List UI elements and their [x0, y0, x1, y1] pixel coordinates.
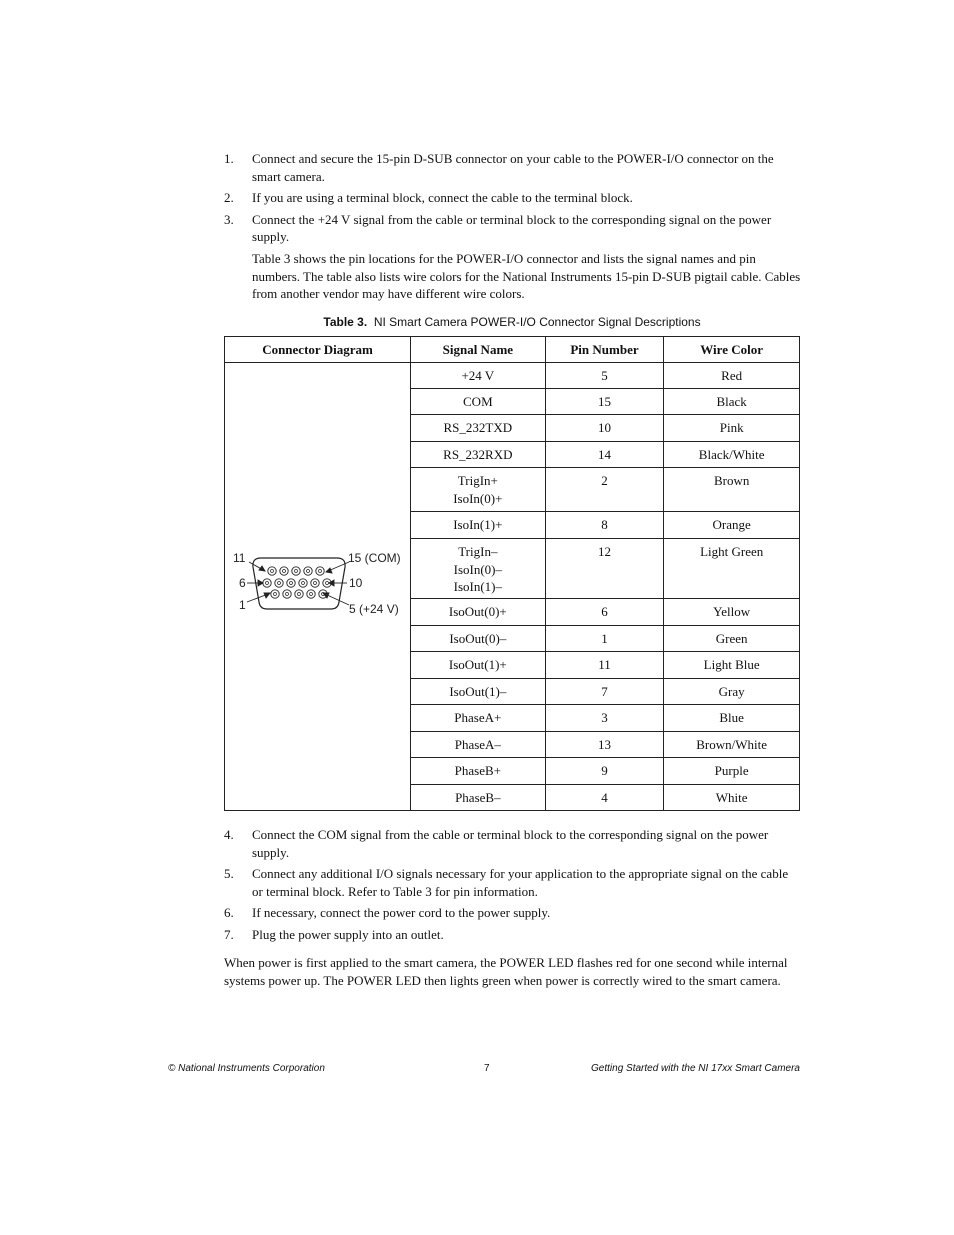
connector-pin — [263, 579, 271, 587]
cell-signal-name: +24 V — [411, 363, 546, 389]
cell-wire-color: Light Green — [664, 539, 800, 599]
cell-signal-name: PhaseB– — [411, 785, 546, 811]
cell-wire-color: Light Blue — [664, 652, 800, 679]
connector-pin-center — [298, 593, 301, 596]
connector-pin-center — [295, 570, 298, 573]
label-pin-5: 5 (+24 V) — [349, 602, 399, 616]
connector-pin-center — [286, 593, 289, 596]
cell-pin-number: 9 — [545, 758, 664, 785]
connector-pin — [292, 567, 300, 575]
step-text: Connect and secure the 15-pin D-SUB connector on your cable to the POWER-I/O connector on the smart camera. — [252, 151, 774, 184]
dsub-connector-diagram — [225, 363, 410, 808]
cell-signal-name: TrigIn– IsoIn(0)– IsoIn(1)– — [411, 539, 546, 599]
connector-pin-center — [290, 582, 293, 585]
connector-pin — [287, 579, 295, 587]
cell-wire-color: Green — [664, 626, 800, 652]
connector-pin-center — [274, 593, 277, 596]
connector-pin-center — [307, 570, 310, 573]
step-3-note: Table 3 shows the pin locations for the POWER-I/O connector and lists the signal names and pin numbers. The table also lists wire colors for the National Instruments 15-pin D-SUB pigtail cable. Cables from another vendor may have different wire colors. — [252, 251, 801, 301]
step-number: 3. — [224, 211, 234, 227]
connector-pin-center — [271, 570, 274, 573]
step-number: 2. — [224, 190, 234, 205]
cell-pin-number: 14 — [545, 442, 664, 468]
connector-pin-center — [302, 582, 305, 585]
connector-pin-center — [310, 593, 313, 596]
table-caption-label: Table 3. — [323, 315, 368, 329]
step-3 — [224, 211, 800, 246]
step-1 — [224, 150, 800, 185]
cell-pin-number: 12 — [545, 539, 664, 599]
cell-pin-number: 11 — [545, 652, 664, 679]
step-text: Plug the power supply into an outlet. — [252, 926, 444, 942]
arrow-1 — [264, 593, 270, 598]
connector-pin — [307, 590, 315, 598]
steps-list-after-table — [224, 826, 800, 947]
cell-signal-name: IsoOut(0)– — [411, 626, 546, 652]
step-7 — [224, 926, 800, 944]
connector-pin — [295, 590, 303, 598]
step-text: Connect the +24 V signal from the cable or terminal block to the corresponding signal on the power supply. — [252, 211, 772, 244]
cell-signal-name: COM — [411, 389, 546, 415]
table-row — [225, 363, 800, 389]
label-pin-6: 6 — [239, 576, 246, 590]
cell-wire-color: Gray — [664, 679, 800, 705]
cell-pin-number: 2 — [545, 468, 664, 512]
connector-pin-center — [319, 570, 322, 573]
cell-signal-name: PhaseA+ — [411, 705, 546, 732]
header-wire-color: Wire Color — [664, 337, 800, 363]
connector-pin-center — [326, 582, 329, 585]
cell-signal-name: RS_232RXD — [411, 442, 546, 468]
label-pin-11: 11 — [233, 551, 246, 565]
step-2 — [224, 189, 800, 207]
connector-pin — [299, 579, 307, 587]
cell-wire-color: Black/White — [664, 442, 800, 468]
step-5 — [224, 865, 800, 900]
step-text: If necessary, connect the power cord to the power supply. — [252, 905, 551, 920]
header-pin-number: Pin Number — [545, 337, 664, 363]
footer-document-title: Getting Started with the NI 17xx Smart Camera — [591, 1063, 800, 1074]
connector-pins — [263, 567, 331, 598]
cell-wire-color: Brown/White — [664, 732, 800, 758]
arrow-15 — [326, 568, 332, 573]
cell-wire-color: Blue — [664, 705, 800, 732]
table-header-row — [225, 337, 800, 363]
connector-pin — [268, 567, 276, 575]
step-text: If you are using a terminal block, connect the cable to the terminal block. — [252, 190, 633, 205]
cell-pin-number: 4 — [545, 785, 664, 811]
connector-pin — [275, 579, 283, 587]
cell-signal-name: PhaseA– — [411, 732, 546, 758]
connector-pin — [316, 567, 324, 575]
connector-pin-center — [283, 570, 286, 573]
cell-wire-color: Yellow — [664, 599, 800, 626]
step-text: Connect the COM signal from the cable or terminal block to the corresponding signal on the power supply. — [252, 827, 769, 860]
arrow-11 — [259, 566, 265, 571]
cell-wire-color: Orange — [664, 512, 800, 539]
connector-pin — [283, 590, 291, 598]
cell-pin-number: 8 — [545, 512, 664, 539]
connector-pin — [311, 579, 319, 587]
label-pin-1: 1 — [239, 598, 246, 612]
step-number: 7. — [224, 926, 234, 942]
cell-wire-color: Black — [664, 389, 800, 415]
signal-table — [224, 336, 800, 811]
cell-pin-number: 3 — [545, 705, 664, 732]
closing-paragraph: When power is first applied to the smart camera, the POWER LED flashes red for one second while internal systems power up. The POWER LED then lights green when power is correctly wired to the smart camera. — [224, 955, 788, 988]
step-number: 1. — [224, 151, 234, 166]
leader-line-15 — [328, 562, 349, 571]
cell-wire-color: Purple — [664, 758, 800, 785]
step-number: 5. — [224, 866, 234, 881]
cell-signal-name: IsoOut(1)+ — [411, 652, 546, 679]
cell-pin-number: 15 — [545, 389, 664, 415]
cell-pin-number: 7 — [545, 679, 664, 705]
cell-signal-name: RS_232TXD — [411, 415, 546, 442]
table-caption-text: NI Smart Camera POWER-I/O Connector Signal Descriptions — [373, 315, 701, 329]
cell-signal-name: IsoOut(1)– — [411, 679, 546, 705]
cell-wire-color: Pink — [664, 415, 800, 442]
steps-list-before-table — [224, 150, 800, 250]
leader-line-5 — [325, 594, 349, 605]
cell-pin-number: 13 — [545, 732, 664, 758]
cell-pin-number: 1 — [545, 626, 664, 652]
arrow-10 — [329, 580, 334, 586]
step-4 — [224, 826, 800, 861]
footer-page-number: 7 — [484, 1063, 490, 1074]
header-signal-name: Signal Name — [411, 337, 546, 363]
footer-copyright: © National Instruments Corporation — [168, 1063, 325, 1074]
connector-pin — [271, 590, 279, 598]
cell-wire-color: White — [664, 785, 800, 811]
cell-wire-color: Red — [664, 363, 800, 389]
cell-pin-number: 5 — [545, 363, 664, 389]
connector-pin-center — [278, 582, 281, 585]
cell-wire-color: Brown — [664, 468, 800, 512]
cell-signal-name: IsoIn(1)+ — [411, 512, 546, 539]
connector-pin — [304, 567, 312, 575]
arrow-6 — [258, 580, 263, 586]
step-6 — [224, 904, 800, 922]
step-number: 6. — [224, 905, 234, 920]
connector-diagram — [225, 363, 410, 808]
connector-pin-center — [314, 582, 317, 585]
cell-pin-number: 10 — [545, 415, 664, 442]
cell-signal-name: PhaseB+ — [411, 758, 546, 785]
connector-diagram-cell — [225, 363, 411, 811]
label-pin-15: 15 (COM) — [348, 551, 401, 565]
cell-signal-name: IsoOut(0)+ — [411, 599, 546, 626]
header-connector-diagram: Connector Diagram — [225, 337, 411, 363]
cell-signal-name: TrigIn+ IsoIn(0)+ — [411, 468, 546, 512]
connector-pin-center — [266, 582, 269, 585]
table-caption — [224, 314, 800, 330]
label-pin-10: 10 — [349, 576, 363, 590]
step-text: Connect any additional I/O signals necessary for your application to the appropriate signal on the cable or terminal block. Refer to Table 3 for pin information. — [252, 866, 789, 899]
step-number: 4. — [224, 827, 234, 842]
connector-pin — [280, 567, 288, 575]
cell-pin-number: 6 — [545, 599, 664, 626]
